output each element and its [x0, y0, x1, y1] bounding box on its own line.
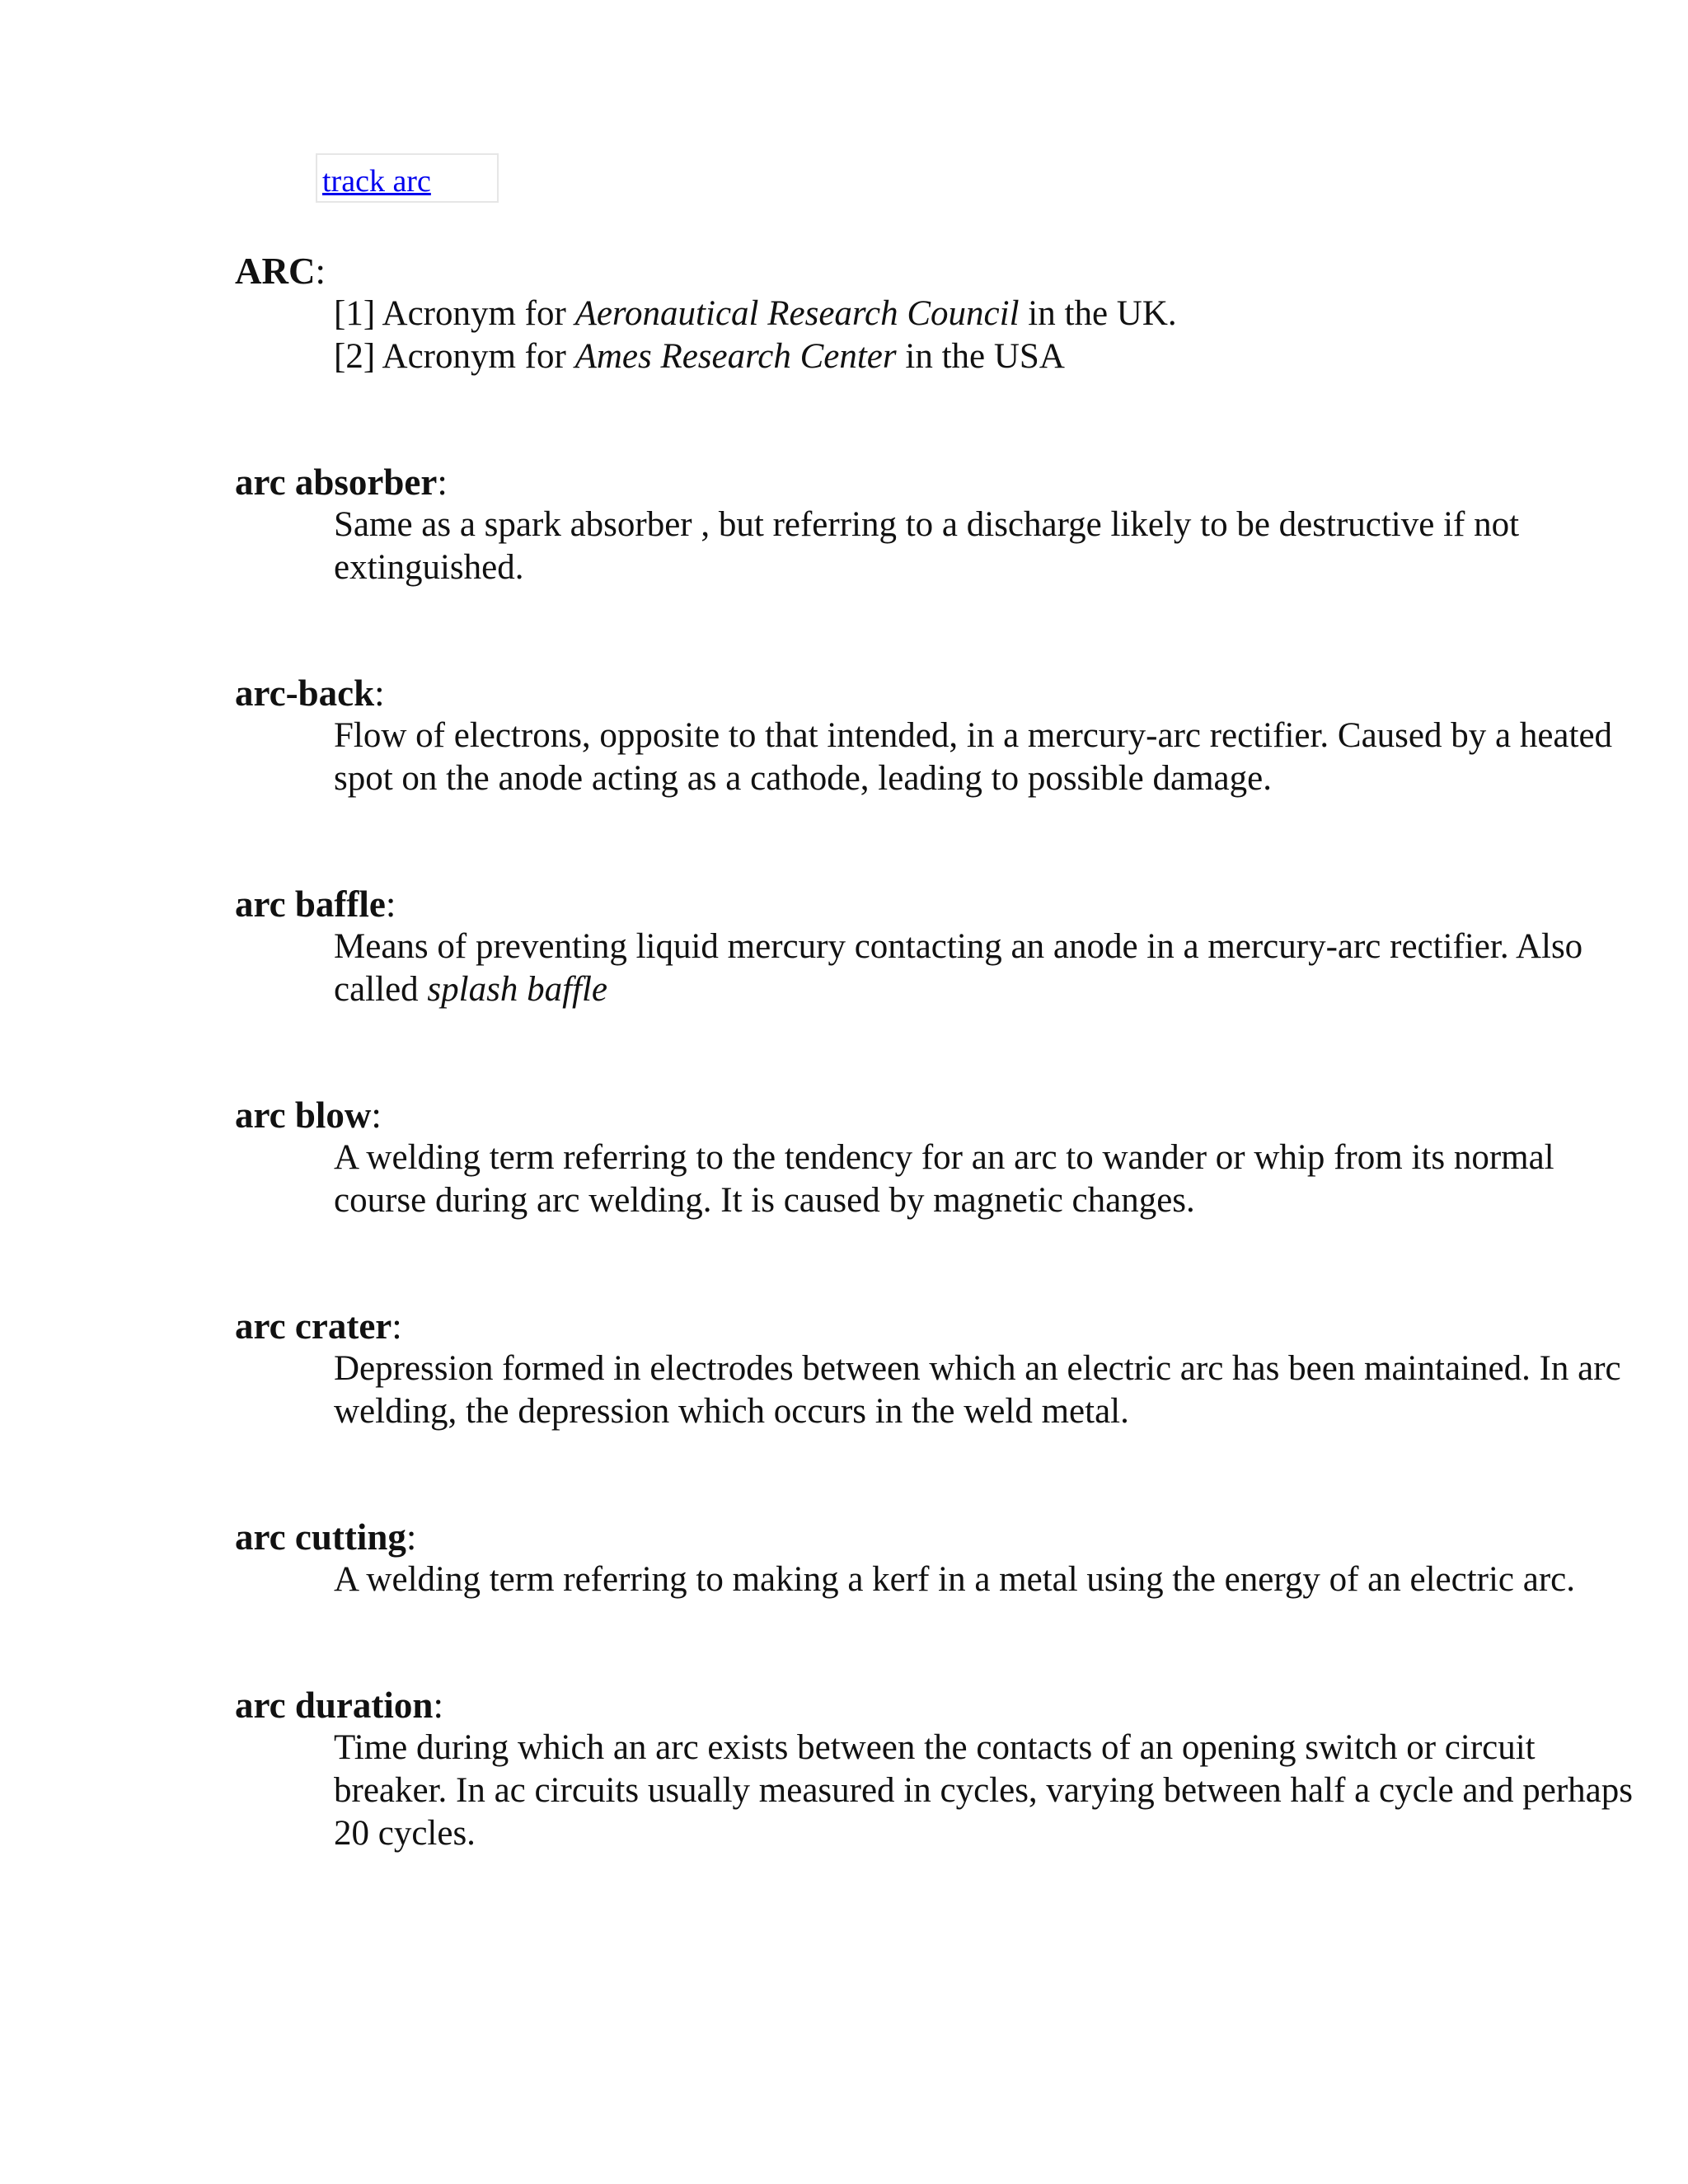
term-label: arc-back [235, 673, 375, 714]
term-label: arc cutting [235, 1516, 406, 1558]
definition-line [334, 335, 1653, 378]
definition-italic: splash baffle [427, 970, 607, 1009]
definition-text: A welding term referring to making a kerf in a metal using the energy of an electric arc. [334, 1560, 1576, 1599]
definition [334, 715, 1653, 800]
term-separator: : [374, 673, 385, 714]
term-label: arc crater [235, 1305, 392, 1347]
definition-italic: Aeronautical Research Council [574, 294, 1020, 333]
definition-text: [2] Acronym for [334, 337, 575, 376]
definition-line [334, 504, 1653, 589]
term-separator: : [392, 1305, 402, 1347]
glossary-entries [235, 250, 1636, 1938]
definition-text: Depression formed in electrodes between which an electric arc has been maintained. In arc welding, the depression which occurs in the weld metal. [334, 1349, 1621, 1431]
definition-line [334, 1137, 1653, 1222]
term [235, 1516, 1636, 1558]
term-separator: : [437, 462, 448, 503]
definition-text: Same as a spark absorber , but referring to a discharge likely to be destructive if not extinguished. [334, 505, 1520, 587]
term [235, 1684, 1636, 1727]
definition-text: Time during which an arc exists between the contacts of an opening switch or circuit breaker. In ac circuits usually measured in cycles, varying between half a cycle and perhaps 20 cycles. [334, 1728, 1633, 1853]
term [235, 461, 1636, 504]
definition-line [334, 1558, 1653, 1601]
definition [334, 293, 1653, 378]
entry-arc-crater [235, 1305, 1636, 1433]
entry-arc-duration [235, 1684, 1636, 1855]
definition [334, 1727, 1653, 1855]
term [235, 250, 1636, 293]
definition [334, 1347, 1653, 1433]
term-label: ARC [235, 251, 316, 292]
entry-arc-blow [235, 1094, 1636, 1222]
term [235, 1305, 1636, 1347]
entry-arc-baffle [235, 883, 1636, 1011]
term-separator: : [433, 1685, 443, 1726]
definition-line [334, 1727, 1653, 1855]
definition-text: in the UK. [1019, 294, 1177, 333]
definition-line [334, 926, 1653, 1011]
definition [334, 504, 1653, 589]
definition-italic: Ames Research Center [574, 337, 897, 376]
term-separator: : [406, 1516, 417, 1558]
definition [334, 1137, 1653, 1222]
definition-line [334, 715, 1653, 800]
entry-arc-absorber [235, 461, 1636, 589]
term-separator: : [315, 251, 326, 292]
term-separator: : [385, 883, 396, 925]
definition [334, 926, 1653, 1011]
definition-text: in the USA [896, 337, 1065, 376]
definition-line [334, 293, 1653, 335]
term-label: arc baffle [235, 883, 386, 925]
term [235, 883, 1636, 926]
term-separator: : [371, 1094, 382, 1136]
definition-text: [1] Acronym for [334, 294, 575, 333]
definition-text: Means of preventing liquid mercury contacting an anode in a mercury-arc rectifier. Also called [334, 927, 1583, 1009]
definition [334, 1558, 1653, 1601]
definition-text: Flow of electrons, opposite to that intended, in a mercury-arc rectifier. Caused by a heated spot on the anode acting as a cathode, leading to possible damage. [334, 716, 1613, 798]
term-label: arc duration [235, 1685, 434, 1726]
link-box [316, 153, 499, 203]
entry-arc-cutting [235, 1516, 1636, 1601]
term [235, 1094, 1636, 1137]
term-label: arc absorber [235, 462, 438, 503]
term-label: arc blow [235, 1094, 372, 1136]
entry-arc [235, 250, 1636, 378]
definition-line [334, 1347, 1653, 1433]
term [235, 672, 1636, 715]
track-arc-link[interactable]: track arc [322, 164, 431, 199]
definition-text: A welding term referring to the tendency for an arc to wander or whip from its normal course during arc welding. It is caused by magnetic changes. [334, 1138, 1554, 1220]
entry-arc-back [235, 672, 1636, 800]
